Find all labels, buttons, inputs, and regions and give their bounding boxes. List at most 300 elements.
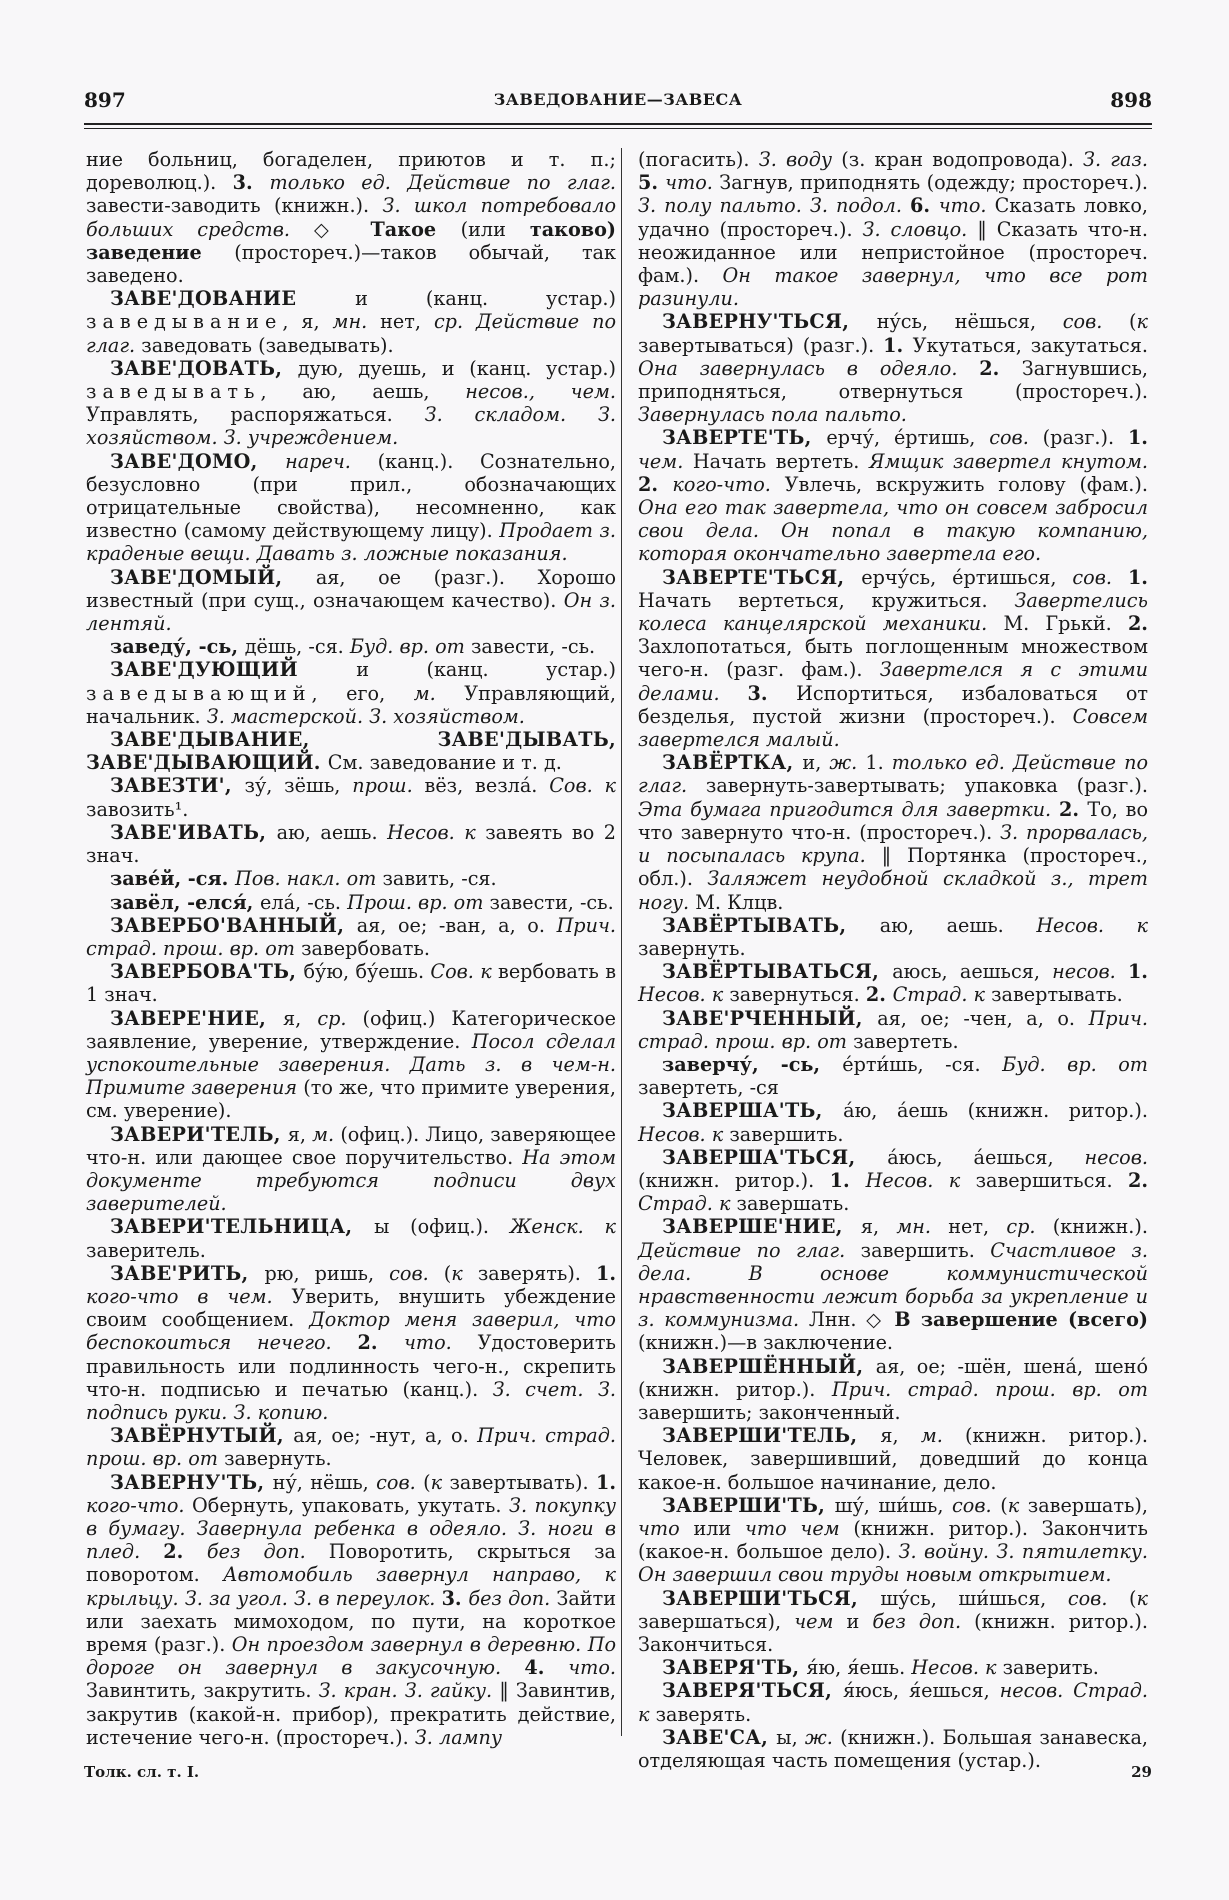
text: бу́ю, бу́ешь. xyxy=(303,960,431,984)
text: я, xyxy=(880,1424,921,1448)
text: ( xyxy=(423,1470,431,1494)
text: (то же, что примите уверения, см. уверение). xyxy=(86,1076,616,1123)
text: ела́, -сь. xyxy=(260,890,348,914)
dictionary-entry xyxy=(86,148,616,287)
text: ая, ое; -шён, шена́, шено́ (книжн. ритор.). xyxy=(638,1354,1148,1401)
headword: ЗАВЕРША'ТЬ, xyxy=(662,1099,844,1123)
italic-text: З. лампу xyxy=(414,1725,503,1749)
italic-text: Несов. к xyxy=(638,1122,730,1146)
text: (книжн. ритор.). Закончиться. xyxy=(638,1609,1148,1656)
dictionary-entry xyxy=(86,891,616,914)
page-footer xyxy=(84,1763,1152,1787)
text: я, xyxy=(860,1215,897,1239)
italic-text: Прич. страд. прош. вр. от xyxy=(831,1377,1149,1401)
text: завершать), xyxy=(1027,1493,1149,1517)
dictionary-entry xyxy=(86,450,616,566)
text: аю, аешь. xyxy=(276,820,388,844)
headword: ЗАВЕРБОВА'ТЬ, xyxy=(110,960,304,984)
text: или xyxy=(693,1516,745,1540)
dictionary-entry xyxy=(638,1146,1148,1216)
text: завербовать. xyxy=(301,936,430,960)
italic-text: З. воду xyxy=(758,148,842,171)
text: завершить. xyxy=(860,1238,991,1262)
italic-text: м. xyxy=(312,1122,341,1146)
text: дую, дуешь, и (канц. устар.) xyxy=(297,356,616,380)
text: (или xyxy=(460,217,530,241)
dictionary-entry xyxy=(638,148,1148,310)
text: (книжн.). xyxy=(1052,1215,1148,1239)
dictionary-entry xyxy=(86,1262,616,1424)
text: вербовать в 1 знач. xyxy=(86,960,616,1007)
dictionary-entry xyxy=(638,1679,1148,1725)
headword: ЗАВЕРНУ'ТЬСЯ, xyxy=(662,310,877,334)
italic-text: сов. xyxy=(389,1261,444,1285)
italic-text: мн. xyxy=(332,310,381,334)
italic-text: Прош. вр. от xyxy=(347,890,490,914)
text: завернуть. xyxy=(224,1447,332,1471)
italic-text: ср. xyxy=(1006,1215,1053,1239)
text: Обернуть, упаковать, укутать. xyxy=(192,1493,509,1517)
text: Сказать ловко, удачно (простореч.). xyxy=(638,194,1148,241)
headword: ЗАВЕ'ДОВАТЬ, xyxy=(110,356,298,380)
headword: ЗАВЕ'СА, xyxy=(662,1725,777,1749)
column-divider xyxy=(621,148,622,1736)
italic-text: ср. Действие по глаг. xyxy=(86,310,616,357)
text: а́ю, а́ешь (книжн. ритор.). xyxy=(843,1099,1148,1123)
bold-text: 2. xyxy=(1058,797,1088,821)
spaced-text: заведывать xyxy=(86,380,261,404)
italic-text: Эта бумага пригодится для завертки. xyxy=(638,797,1059,821)
italic-text: к xyxy=(1136,310,1148,334)
text: завертеть. xyxy=(853,1029,959,1053)
italic-text: Сов. к xyxy=(430,960,499,984)
italic-text: З. покупку в бумагу. Завернула ребенка в одеяло. З. ноги в плед. xyxy=(86,1493,616,1564)
text: заверять. xyxy=(655,1702,752,1726)
text: й. xyxy=(1092,612,1128,636)
dictionary-entry xyxy=(86,566,616,636)
bold-text: В завершение (всего) xyxy=(894,1308,1148,1332)
headword: ЗАВЕ'ДУЮЩИЙ xyxy=(110,658,357,682)
italic-text: Продает з. краденые вещи. Давать з. ложные показания. xyxy=(86,519,616,566)
text: Загнув, приподнять (одежду; простореч.). xyxy=(719,171,1148,195)
italic-text: к xyxy=(430,1470,450,1494)
headword: ЗАВЕРШИ'ТЕЛЬ, xyxy=(662,1424,881,1448)
bold-text: заве́й, -ся. xyxy=(110,867,235,891)
text: (офиц.). Лицо, заверяющее что-н. или дающее свое поручительство. xyxy=(86,1122,616,1169)
headword: ЗАВЁРНУТЫЙ, xyxy=(110,1424,294,1448)
dictionary-entry xyxy=(86,774,616,820)
headword: ЗАВЕРТЕ'ТЬСЯ, xyxy=(662,565,862,589)
headword: ЗАВЕ'РИТЬ, xyxy=(110,1261,265,1285)
text: завить, -ся. xyxy=(382,867,497,891)
italic-text: Совсем завертелся малый. xyxy=(638,704,1148,752)
dictionary-entry xyxy=(86,287,616,357)
text: и (канц. устар.) xyxy=(356,658,617,682)
text: 1. xyxy=(865,751,892,775)
bold-text: 4. xyxy=(524,1656,569,1680)
italic-text: З. войну. З. пятилетку. Он завершил свои труды новым открытием. xyxy=(638,1540,1149,1587)
italic-text: к xyxy=(451,1261,478,1285)
italic-text: ж. xyxy=(804,1725,841,1749)
bold-text: 1. xyxy=(1127,565,1148,589)
italic-text: без доп. xyxy=(468,1586,557,1610)
text: вёз, везла́. xyxy=(424,774,550,798)
text: ерчу́, е́ртишь, xyxy=(826,426,990,450)
headword: ЗАВЕРШЁННЫЙ, xyxy=(662,1354,876,1378)
text: завертываться) (разг.). xyxy=(638,333,884,357)
dictionary-entry xyxy=(638,914,1148,960)
bold-text: 2. xyxy=(865,983,893,1007)
italic-text: Буд. вр. от xyxy=(1002,1052,1148,1076)
text: я, xyxy=(283,1006,318,1030)
bold-text: заверчу́, -сь, xyxy=(662,1052,843,1076)
text: шу́сь, ши́шься, xyxy=(880,1586,1068,1610)
text: ‖ Завинтив, закрутив (какой-н. прибор), прекратить действие, истечение чего-н. (простореч.). xyxy=(86,1679,616,1749)
text: ая, ое (разг.). Хорошо известный (при сущ., означающем качество). xyxy=(86,565,617,612)
text: завести, -сь. xyxy=(470,635,596,659)
headword: ЗАВЕРТЕ'ТЬ, xyxy=(662,426,827,450)
headword: ЗАВЁРТЫВАТЬ, xyxy=(662,913,880,937)
italic-text: м. xyxy=(920,1424,966,1448)
bold-text: 5. xyxy=(638,171,666,195)
italic-text: Прич. страд. прош. вр. от xyxy=(638,1006,1148,1053)
italic-text: к xyxy=(1007,1493,1028,1517)
text: (книжн. ритор.). xyxy=(638,1168,830,1192)
italic-text: кого-что в чем. xyxy=(86,1284,292,1308)
headword: ЗАВЕРШЕ'НИЕ, xyxy=(662,1215,861,1239)
bold-text: 2. xyxy=(1127,1168,1149,1192)
text: (погасить). xyxy=(638,148,759,171)
italic-text: З. складом. З. хозяйством. З. учреждением. xyxy=(86,403,616,450)
text: Лнн. ◇ xyxy=(808,1308,895,1332)
italic-text: Прич. страд. прош. вр. от xyxy=(86,1424,616,1471)
text: (книжн.). Большая занавеска, отделяющая часть помещения (устар.). xyxy=(638,1725,1148,1773)
italic-text: З. полу пальто. З. подол. xyxy=(638,194,911,218)
italic-text: сов. xyxy=(1062,310,1130,334)
text: ну́, нёшь, xyxy=(272,1470,377,1494)
text: ерчу́сь, е́ртишься, xyxy=(861,565,1073,589)
italic-text: без доп. xyxy=(206,1540,329,1564)
page-number-left: 897 xyxy=(84,88,126,112)
italic-text: несов., чем. xyxy=(465,380,616,404)
headword: ЗАВЕРИ'ТЕЛЬ, xyxy=(110,1122,288,1146)
text: (канц.). Сознательно, безусловно (при прил., обозначающих отрицательные свойства), несомненно, как известно (самому действующему лицу). xyxy=(86,449,616,543)
signature-mark: Толк. сл. т. I. xyxy=(84,1763,200,1781)
dictionary-entry xyxy=(638,960,1148,1006)
text: (разг.). xyxy=(1042,426,1128,450)
text: аюсь, аешься, xyxy=(892,960,1053,984)
bold-text: завёл, -елся́, xyxy=(110,890,261,914)
italic-text: ср. xyxy=(317,1006,363,1030)
text: завершаться), xyxy=(638,1609,795,1633)
text: ‖ Сказать что-н. неожиданное или непристойное (простореч. фам.). xyxy=(638,217,1149,288)
bold-text: 1. xyxy=(595,1470,617,1494)
text: Начать вертеть. xyxy=(692,449,869,473)
italic-text: Несов. к xyxy=(387,820,486,844)
text: завершить; законченный. xyxy=(638,1400,901,1424)
bold-text: 1. xyxy=(595,1261,616,1285)
text: я́юсь, я́ешься, xyxy=(842,1679,1000,1703)
headword: ЗАВЕРШИ'ТЬСЯ, xyxy=(662,1586,881,1610)
text: шу́, ши́шь, xyxy=(834,1493,953,1517)
italic-text: только ед. Действие по глаг. xyxy=(269,171,617,195)
text: и xyxy=(846,1609,873,1633)
italic-text: Несов. к xyxy=(1036,913,1149,937)
headword: ЗАВЕ'ДОМЫЙ, xyxy=(110,565,316,589)
text: ну́сь, нёшься, xyxy=(876,310,1063,334)
text: ая, ое; -ван, а, о. xyxy=(356,913,557,937)
italic-text: Женск. к xyxy=(509,1215,616,1239)
italic-text: З. газ. xyxy=(1083,148,1148,171)
italic-text: нареч. xyxy=(285,449,378,473)
text: завернуться. xyxy=(729,983,866,1007)
bold-text: 1. xyxy=(1127,426,1148,450)
italic-text: кого-что. xyxy=(86,1493,193,1517)
dictionary-entry xyxy=(86,635,616,658)
italic-text: Она его так завертела, что он совсем забросил свои дела. Он попал в такую компанию, которая окончательно завертела его. xyxy=(638,496,1148,566)
text: Поворотить, скрыться за поворотом. xyxy=(86,1540,616,1587)
italic-text: сов. xyxy=(1067,1586,1130,1610)
text: М. Клцв. xyxy=(695,890,784,914)
headword: ЗАВЁРТКА, xyxy=(662,751,803,775)
text: То, во что завернуто что-н. (простореч.). xyxy=(638,797,1148,844)
dictionary-entry xyxy=(86,821,616,867)
text: Удостоверить правильность или подлинность чего-н., скрепить что-н. подписью и печатью (канц.). xyxy=(86,1331,616,1401)
bold-text: 2. xyxy=(979,356,1022,380)
dictionary-entry xyxy=(638,1424,1148,1494)
italic-text: несов. xyxy=(1084,1145,1148,1169)
text: ( xyxy=(1000,1493,1008,1517)
bold-text: 6. xyxy=(910,194,939,218)
italic-text: Пов. накл. от xyxy=(235,867,383,891)
text: (простореч.)—таков обычай, так заведено. xyxy=(86,240,616,288)
text: Управлять, распоряжаться. xyxy=(86,403,425,427)
italic-text: несов. Страд. к xyxy=(638,1679,1149,1726)
italic-text: З. счет. З. подпись руки. З. копию. xyxy=(86,1377,616,1424)
dictionary-entry xyxy=(86,1215,616,1261)
italic-text: Счастливое з. дела. В основе коммунистической нравственности лежит борьба за укрепление и з. коммунизма. xyxy=(638,1238,1148,1332)
bold-text: Такое xyxy=(370,217,461,241)
italic-text: сов. xyxy=(989,426,1043,450)
dictionary-entry xyxy=(638,1587,1148,1657)
italic-text: Действие по глаг. xyxy=(638,1238,861,1262)
headword: ЗАВЕРЯ'ТЬСЯ, xyxy=(662,1679,843,1703)
italic-text: Завертелись колеса канцелярской механики. xyxy=(638,588,1148,636)
italic-text: без доп. xyxy=(872,1609,975,1633)
italic-text: чем xyxy=(794,1609,847,1633)
text: Начать вертеться, кружиться. xyxy=(638,588,1015,612)
dictionary-entry xyxy=(638,1355,1148,1425)
italic-text: Он такое завернул, что все рот разинули. xyxy=(638,264,1148,311)
spaced-text: заведывающий xyxy=(86,681,312,705)
spaced-text: заведывание xyxy=(86,310,283,334)
italic-text: Сов. к xyxy=(549,774,616,798)
text: завершать. xyxy=(736,1192,850,1216)
text: (книжн. ритор.). Человек, завершивший, доведший до конца какое-н. большое начинание, дело. xyxy=(638,1424,1148,1494)
italic-text: кого-что. xyxy=(672,472,785,496)
text: нет, xyxy=(948,1215,1007,1239)
bold-text: 1. xyxy=(883,333,913,357)
text: ы, xyxy=(776,1725,805,1749)
text: е́рти́шь, -ся. xyxy=(842,1052,1003,1076)
dictionary-entry xyxy=(86,914,616,960)
text: ние больниц, богаделен, приютов и т. п.; дореволюц.). xyxy=(86,148,616,195)
text: Уверить, внушить убеждение своим сообщением. xyxy=(86,1284,616,1332)
headword: ЗАВЕРШИ'ТЬ, xyxy=(662,1493,835,1517)
text: завертеть, -ся xyxy=(638,1076,779,1100)
text: М. Грьк xyxy=(1003,612,1093,636)
italic-text: что. xyxy=(938,194,995,218)
italic-text: З. кран. З. гайку. xyxy=(318,1679,500,1703)
text: ( xyxy=(443,1261,452,1285)
text: завернуть-завертывать; упаковка (разг.). xyxy=(705,774,1148,798)
text: Управляющий, начальник. xyxy=(86,681,616,728)
dictionary-entry xyxy=(86,357,616,450)
text: я, xyxy=(287,1122,313,1146)
bold-text: 2. xyxy=(357,1331,404,1355)
text: нет, xyxy=(380,310,434,334)
text: ая, ое; -нут, а, о. xyxy=(293,1424,478,1448)
dictionary-entry xyxy=(638,1053,1148,1099)
bold-text: таково) заведение xyxy=(86,217,616,264)
italic-text: З. словцо. xyxy=(862,217,978,241)
text: , его, xyxy=(311,681,414,705)
dictionary-entry xyxy=(86,1471,616,1749)
italic-text: несов. xyxy=(1052,960,1128,984)
italic-text: Несов. к xyxy=(638,983,730,1007)
italic-text: чем. xyxy=(638,449,693,473)
text: завернуть. xyxy=(638,936,746,960)
bold-text: 3. xyxy=(747,681,797,705)
italic-text: что. xyxy=(665,171,720,195)
headword: ЗАВЕ'ДОВАНИЕ xyxy=(110,287,356,311)
bold-text: заведу́, -сь, xyxy=(110,635,245,659)
headword: ЗАВЁРТЫВАТЬСЯ, xyxy=(662,960,893,984)
headword: ЗАВЕРЯ'ТЬ, xyxy=(662,1656,807,1680)
dictionary-entry xyxy=(86,867,616,890)
dictionary-entry xyxy=(638,1215,1148,1354)
text: ( xyxy=(1129,1586,1137,1610)
text: (книжн. ритор.). Закончить (какое-н. большое дело). xyxy=(638,1516,1148,1564)
text: Захлопотаться, быть поглощенным множеством чего-н. (разг. фам.). xyxy=(638,635,1148,682)
text: Испортиться, избаловаться от безделья, пустой жизни (простореч.). xyxy=(638,681,1148,728)
italic-text: что чем xyxy=(744,1516,854,1540)
italic-text: только ед. Действие по глаг. xyxy=(638,751,1148,798)
headword: ЗАВЕ'ИВАТЬ, xyxy=(110,820,277,844)
italic-text: З. школ потребовало больших средств. xyxy=(86,194,616,241)
text: зу́, зёшь, xyxy=(244,774,353,798)
headword: ЗАВЕЗТИ', xyxy=(110,774,245,798)
italic-text: Заляжет неудобной складкой з., трет ногу. xyxy=(638,867,1149,914)
dictionary-entry xyxy=(638,1494,1148,1587)
italic-text: сов. xyxy=(376,1470,424,1494)
text: завершить. xyxy=(729,1122,844,1146)
bold-text: 2. xyxy=(1127,612,1148,636)
italic-text: что. xyxy=(403,1331,478,1355)
text: аю, аешь. xyxy=(879,913,1037,937)
italic-text: З. мастерской. З. хозяйством. xyxy=(206,704,525,728)
text: завертывать. xyxy=(991,983,1123,1007)
bold-text: 3. xyxy=(441,1586,469,1610)
text: завертывать). xyxy=(449,1470,596,1494)
italic-text: Посол сделал успокоительные заверения. Дать з. в чем-н. Примите заверения xyxy=(86,1029,616,1100)
text: ◇ xyxy=(313,217,371,241)
text: завозить¹. xyxy=(86,797,189,821)
text: См. заведование и т. д. xyxy=(327,751,562,775)
text: дёшь, -ся. xyxy=(244,635,350,659)
dictionary-entry xyxy=(638,566,1148,752)
italic-text: сов. xyxy=(952,1493,1001,1517)
headword: ЗАВЕ'ДЫВАНИЕ, ЗАВЕ'ДЫВАТЬ, ЗАВЕ'ДЫВАЮЩИЙ. xyxy=(86,728,616,775)
text: (книжн.)—в заключение. xyxy=(638,1331,894,1355)
text: а́юсь, а́ешься, xyxy=(887,1145,1085,1169)
italic-text: Завернулась пола пальто. xyxy=(638,403,907,427)
text: , я, xyxy=(282,310,333,334)
italic-text: что xyxy=(638,1516,694,1540)
headword: ЗАВЕ'РЧЕННЫЙ, xyxy=(662,1006,878,1030)
text: завести, -сь. xyxy=(489,890,614,914)
text: заведовать (заведывать). xyxy=(141,333,394,357)
column-left xyxy=(86,148,616,1749)
dictionary-entry xyxy=(638,426,1148,565)
italic-text: Завертелся я с этими делами. xyxy=(638,658,1148,705)
dictionary-entry xyxy=(86,658,616,728)
italic-text: Автомобиль завернул направо, к крыльцу. З. за угол. З. в переулок. xyxy=(86,1563,616,1610)
dictionary-entry xyxy=(638,1656,1148,1679)
headword: ЗАВЕРИ'ТЕЛЬНИЦА, xyxy=(110,1215,375,1239)
running-header xyxy=(84,88,1152,118)
italic-text: ж. xyxy=(829,751,866,775)
bold-text: 1. xyxy=(1127,960,1148,984)
italic-text: На этом документе требуются подписи двух заверителей. xyxy=(86,1145,616,1216)
dictionary-entry xyxy=(638,751,1148,913)
text: (з. кран водопровода). xyxy=(841,148,1084,171)
italic-text: мн. xyxy=(896,1215,949,1239)
italic-text: Прич. страд. прош. вр. от xyxy=(86,913,616,960)
text: я́ю, я́ешь. xyxy=(806,1656,912,1680)
dictionary-entry xyxy=(86,1007,616,1123)
headword: ЗАВЕРБО'ВАННЫЙ, xyxy=(110,913,357,937)
text: и (канц. устар.) xyxy=(355,287,617,311)
bold-text: 3. xyxy=(232,171,270,195)
bold-text: 1. xyxy=(829,1168,866,1192)
dictionary-entry xyxy=(86,728,616,774)
text: Зайти или заехать мимоходом, по пути, на короткое время (разг.). xyxy=(86,1586,617,1656)
text: завести-заводить (книжн.). xyxy=(86,194,383,218)
italic-text: сов. xyxy=(1072,565,1128,589)
text: ‖ Портянка (простореч., обл.). xyxy=(638,844,1149,891)
page-number-right: 898 xyxy=(1110,88,1152,112)
dictionary-entry xyxy=(86,1424,616,1470)
italic-text: Несов. к xyxy=(911,1656,1003,1680)
text: ы (офиц.). xyxy=(374,1215,510,1239)
italic-text: Несов. к xyxy=(865,1168,976,1192)
headword: ЗАВЕ'ДОМО, xyxy=(110,449,286,473)
text: (офиц.) Категорическое заявление, уверение, утверждение. xyxy=(86,1006,616,1053)
italic-text: что. xyxy=(568,1656,616,1680)
text: завеять во 2 знач. xyxy=(86,820,616,868)
column-right xyxy=(638,148,1148,1772)
text: Укутаться, закутаться. xyxy=(912,333,1148,357)
text: завершиться. xyxy=(975,1168,1128,1192)
text: заверитель. xyxy=(86,1238,206,1262)
dictionary-entry xyxy=(638,1099,1148,1145)
text: заверить. xyxy=(1002,1656,1099,1680)
italic-text: Он з. лентяй. xyxy=(86,588,616,636)
italic-text: Ямщик завертел кнутом. xyxy=(868,449,1148,473)
dictionary-entry xyxy=(86,1123,616,1216)
italic-text: Страд. к xyxy=(638,1192,737,1216)
